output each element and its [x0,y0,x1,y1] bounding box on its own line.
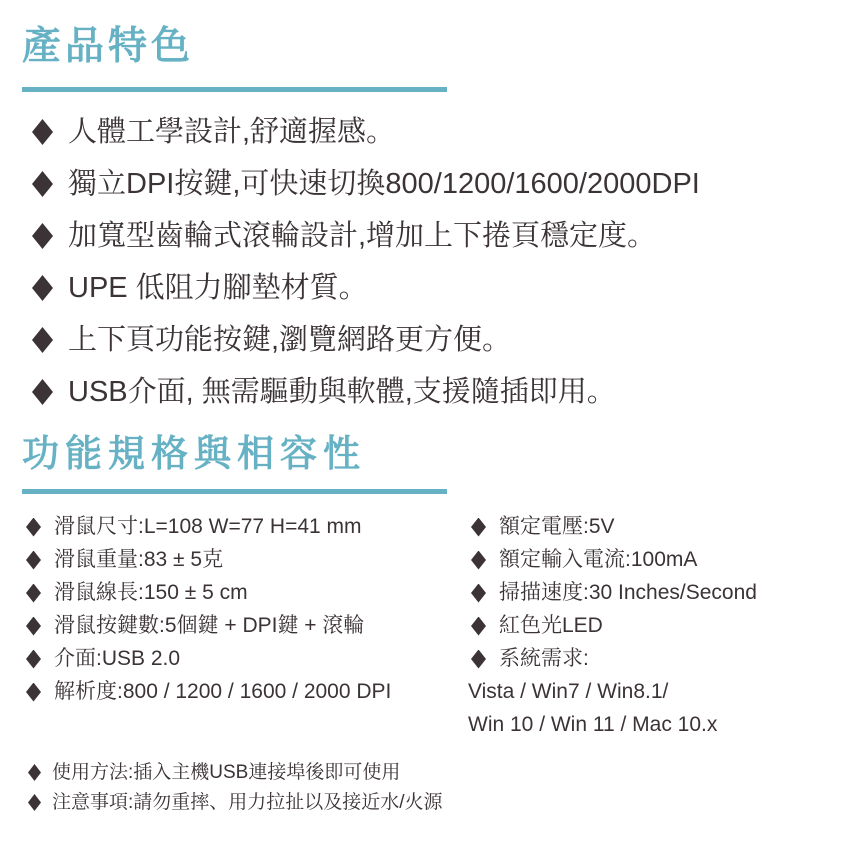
spec-item [467,614,832,638]
system-requirements-line: Win 10 / Win 11 / Mac 10.x [468,713,718,736]
spec-text: 滑鼠線長:150 ± 5 cm [54,581,248,604]
diamond-bullet-icon [32,327,53,353]
features-section-title: 產品特色 [22,25,195,68]
feature-text: 加寬型齒輪式滾輪設計,增加上下捲頁穩定度。 [68,220,657,252]
diamond-bullet-icon [26,584,41,603]
diamond-bullet-icon [471,650,486,669]
spec-item [22,614,467,638]
spec-text: 滑鼠按鍵數:5個鍵 + DPI鍵 + 滾輪 [54,614,365,637]
notes-list [22,760,832,815]
feature-text: 獨立DPI按鍵,可快速切換800/1200/1600/2000DPI [68,168,700,200]
feature-text: USB介面, 無需驅動與軟體,支援隨插即用。 [68,376,616,408]
diamond-bullet-icon [32,223,53,249]
specs-column-right [467,515,832,746]
feature-item [22,167,832,201]
diamond-bullet-icon [26,683,41,702]
spec-item [22,548,467,572]
diamond-bullet-icon [26,551,41,570]
spec-text: 系統需求: [499,647,589,670]
diamond-bullet-icon [32,119,53,145]
spec-text: 介面:USB 2.0 [54,647,181,670]
diamond-bullet-icon [32,379,53,405]
diamond-bullet-icon [471,584,486,603]
spec-item [467,581,832,605]
diamond-bullet-icon [471,518,486,537]
note-text: 注意事項:請勿重摔、用力拉扯以及接近水/火源 [52,792,443,813]
note-item [22,790,832,815]
system-requirements-line: Vista / Win7 / Win8.1/ [468,680,669,703]
spec-text: 掃描速度:30 Inches/Second [499,581,757,604]
feature-text: 人體工學設計,舒適握感。 [68,116,396,148]
diamond-bullet-icon [32,275,53,301]
features-list [22,115,832,409]
feature-text: 上下頁功能按鍵,瀏覽網路更方便。 [68,324,512,356]
note-text: 使用方法:插入主機USB連接埠後即可使用 [52,762,401,783]
spec-item [22,647,467,671]
feature-item [22,323,832,357]
spec-text: 額定輸入電流:100mA [499,548,698,571]
spec-text: 額定電壓:5V [499,515,615,538]
specs-column-left [22,515,467,746]
spec-item [467,515,832,539]
diamond-bullet-icon [26,518,41,537]
spec-text: 滑鼠重量:83 ± 5克 [54,548,224,571]
features-title-underline [22,87,447,92]
spec-item [22,581,467,605]
diamond-bullet-icon [28,794,41,811]
spec-item [467,647,832,671]
spec-item [22,680,467,704]
feature-item [22,271,832,305]
spec-text: 紅色光LED [499,614,603,637]
feature-item [22,375,832,409]
spec-text: 滑鼠尺寸:L=108 W=77 H=41 mm [54,515,362,538]
specs-grid [22,515,832,746]
diamond-bullet-icon [471,617,486,636]
feature-item [22,115,832,149]
feature-item [22,219,832,253]
diamond-bullet-icon [26,650,41,669]
note-item [22,760,832,785]
specs-title-underline [22,489,447,494]
spec-item [22,515,467,539]
diamond-bullet-icon [32,171,53,197]
spec-text: 解析度:800 / 1200 / 1600 / 2000 DPI [54,680,392,703]
spec-item [467,548,832,572]
diamond-bullet-icon [26,617,41,636]
diamond-bullet-icon [471,551,486,570]
diamond-bullet-icon [28,764,41,781]
specs-section-title: 功能規格與相容性 [22,433,366,474]
feature-text: UPE 低阻力腳墊材質。 [68,272,368,304]
